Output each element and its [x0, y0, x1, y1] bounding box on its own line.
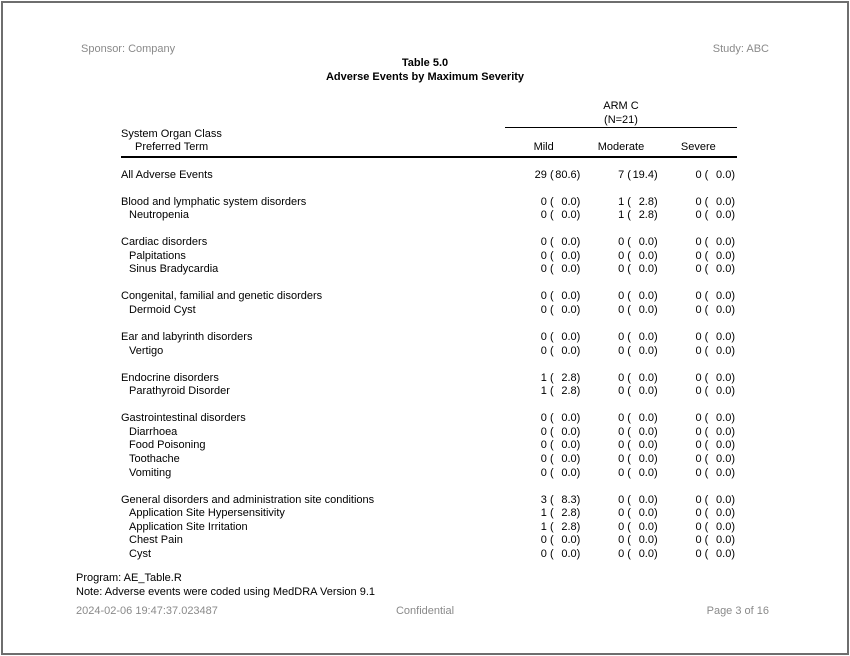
table-row [121, 467, 737, 481]
severity-count-cell: 0 ( 0.0) [540, 290, 581, 303]
page-header [81, 42, 769, 56]
row-group-spacer [121, 480, 737, 494]
stub-header [121, 100, 505, 155]
severity-column-headers [505, 141, 737, 155]
table-row [121, 494, 737, 508]
footnotes [76, 572, 375, 599]
table-row [121, 169, 737, 183]
severity-count-cell: 0 ( 0.0) [695, 344, 735, 357]
confidential-label: Confidential [395, 605, 455, 617]
table-row [121, 209, 737, 223]
table-row [121, 196, 737, 210]
severity-count-cell: 0 ( 0.0) [540, 425, 581, 438]
severity-count-cell: 0 ( 0.0) [618, 547, 658, 560]
row-group-spacer [121, 277, 737, 291]
severity-count-cell: 0 ( 0.0) [695, 236, 735, 249]
severity-count-cell: 0 ( 0.0) [695, 331, 735, 344]
row-group-spacer [121, 358, 737, 372]
severity-count-cell: 0 ( 0.0) [618, 290, 658, 303]
severity-count-cell: 0 ( 0.0) [540, 249, 581, 262]
severity-count-cell: 0 ( 0.0) [540, 236, 581, 249]
system-organ-class-label: Ear and labyrinth disorders [121, 331, 253, 344]
severity-count-cell: 0 ( 0.0) [618, 439, 658, 452]
preferred-term-label: Cyst [129, 547, 151, 560]
severity-count-cell: 0 ( 0.0) [695, 520, 735, 533]
severity-count-cell: 0 ( 0.0) [540, 466, 581, 479]
table-row [121, 263, 737, 277]
table-row [121, 385, 737, 399]
system-organ-class-label: Congenital, familial and genetic disorders [121, 290, 323, 303]
preferred-term-label: Food Poisoning [129, 439, 206, 452]
severity-count-cell: 0 ( 0.0) [540, 263, 581, 276]
severity-count-cell: 0 ( 0.0) [695, 263, 735, 276]
severity-count-cell: 0 ( 0.0) [618, 466, 658, 479]
row-group-spacer [121, 399, 737, 413]
system-organ-class-label: Endocrine disorders [121, 371, 219, 384]
severity-count-cell: 0 ( 0.0) [695, 168, 735, 181]
page-footer [3, 605, 847, 619]
severity-count-cell: 0 ( 0.0) [695, 303, 735, 316]
table-row [121, 290, 737, 304]
severity-column-header: Moderate [597, 141, 645, 153]
preferred-term-label: Palpitations [129, 249, 186, 262]
severity-count-cell: 0 ( 0.0) [618, 236, 658, 249]
header-bottom-rule [121, 156, 737, 158]
severity-count-cell: 0 ( 0.0) [695, 249, 735, 262]
preferred-term-label: Application Site Irritation [129, 520, 248, 533]
severity-count-cell: 0 ( 0.0) [540, 534, 581, 547]
stub-header-line1: System Organ Class [121, 127, 222, 140]
table-row [121, 412, 737, 426]
severity-count-cell: 0 ( 0.0) [695, 371, 735, 384]
table-row [121, 507, 737, 521]
severity-count-cell: 0 ( 0.0) [695, 507, 735, 520]
severity-count-cell: 0 ( 0.0) [618, 534, 658, 547]
table-row [121, 453, 737, 467]
severity-count-cell: 1 ( 2.8) [540, 371, 581, 384]
severity-count-cell: 3 ( 8.3) [540, 493, 581, 506]
severity-count-cell: 0 ( 0.0) [540, 331, 581, 344]
severity-count-cell: 1 ( 2.8) [618, 195, 658, 208]
table-row [121, 250, 737, 264]
system-organ-class-label: General disorders and administration site conditions [121, 493, 375, 506]
table-row [121, 372, 737, 386]
system-organ-class-label: All Adverse Events [121, 168, 213, 181]
severity-count-cell: 0 ( 0.0) [618, 425, 658, 438]
arm-n: (N=21) [604, 113, 638, 126]
severity-count-cell: 0 ( 0.0) [618, 507, 658, 520]
severity-count-cell: 0 ( 0.0) [695, 195, 735, 208]
row-group-spacer [121, 223, 737, 237]
system-organ-class-label: Gastrointestinal disorders [121, 412, 246, 425]
severity-count-cell: 0 ( 0.0) [540, 547, 581, 560]
table-titles [3, 57, 847, 85]
arm-name: ARM C [603, 100, 639, 112]
table-row [121, 534, 737, 548]
program-footnote: Program: AE_Table.R [76, 572, 182, 584]
severity-count-cell: 0 ( 0.0) [695, 425, 735, 438]
table-row [121, 548, 737, 562]
severity-count-cell: 0 ( 0.0) [618, 412, 658, 425]
severity-count-cell: 0 ( 0.0) [618, 331, 658, 344]
severity-column-header: Mild [533, 141, 554, 153]
table-header [121, 100, 737, 155]
severity-count-cell: 1 ( 2.8) [540, 507, 581, 520]
severity-count-cell: 0 ( 0.0) [540, 303, 581, 316]
severity-count-cell: 0 ( 0.0) [695, 412, 735, 425]
severity-count-cell: 0 ( 0.0) [695, 290, 735, 303]
system-organ-class-label: Blood and lymphatic system disorders [121, 195, 307, 208]
arm-underline-rule [505, 127, 737, 128]
preferred-term-label: Neutropenia [129, 209, 189, 222]
severity-count-cell: 1 ( 2.8) [540, 520, 581, 533]
table-row [121, 304, 737, 318]
severity-count-cell: 0 ( 0.0) [618, 493, 658, 506]
preferred-term-label: Diarrhoea [129, 425, 178, 438]
severity-count-cell: 0 ( 0.0) [618, 452, 658, 465]
arm-header-block [505, 100, 737, 155]
stub-header-line2: Preferred Term [135, 141, 209, 153]
severity-count-cell: 1 ( 2.8) [540, 385, 581, 398]
severity-count-cell: 0 ( 0.0) [695, 466, 735, 479]
meddra-footnote: Note: Adverse events were coded using MedDRA Version 9.1 [76, 585, 376, 598]
severity-count-cell: 0 ( 0.0) [618, 371, 658, 384]
table-row [121, 439, 737, 453]
severity-count-cell: 0 ( 0.0) [540, 412, 581, 425]
timestamp: 2024-02-06 19:47:37.023487 [76, 605, 218, 617]
severity-count-cell: 0 ( 0.0) [618, 344, 658, 357]
severity-count-cell: 0 ( 0.0) [540, 209, 581, 222]
severity-count-cell: 0 ( 0.0) [695, 439, 735, 452]
severity-count-cell: 0 ( 0.0) [695, 534, 735, 547]
severity-count-cell: 29 ( 80.6) [534, 168, 581, 181]
table-row [121, 345, 737, 359]
severity-count-cell: 7 ( 19.4) [618, 168, 658, 181]
preferred-term-label: Dermoid Cyst [129, 303, 196, 316]
severity-count-cell: 0 ( 0.0) [618, 520, 658, 533]
severity-count-cell: 0 ( 0.0) [540, 452, 581, 465]
row-group-spacer [121, 318, 737, 332]
severity-count-cell: 0 ( 0.0) [618, 249, 658, 262]
preferred-term-label: Sinus Bradycardia [129, 263, 219, 276]
table-row [121, 331, 737, 345]
table-row [121, 236, 737, 250]
table-name-title: Adverse Events by Maximum Severity [325, 70, 525, 83]
severity-count-cell: 0 ( 0.0) [695, 209, 735, 222]
table-row [121, 426, 737, 440]
severity-column-header: Severe [680, 141, 716, 153]
adverse-events-table [121, 100, 737, 561]
severity-count-cell: 1 ( 2.8) [618, 209, 658, 222]
row-group-spacer [121, 182, 737, 196]
preferred-term-label: Application Site Hypersensitivity [129, 507, 285, 520]
study-label: Study: ABC [712, 43, 769, 55]
preferred-term-label: Vertigo [129, 344, 164, 357]
table-number-title: Table 5.0 [401, 57, 449, 69]
severity-count-cell: 0 ( 0.0) [695, 452, 735, 465]
severity-count-cell: 0 ( 0.0) [695, 385, 735, 398]
severity-count-cell: 0 ( 0.0) [540, 195, 581, 208]
system-organ-class-label: Cardiac disorders [121, 236, 208, 249]
page-border [1, 1, 849, 655]
sponsor-label: Sponsor: Company [81, 43, 176, 55]
severity-count-cell: 0 ( 0.0) [618, 303, 658, 316]
preferred-term-label: Toothache [129, 452, 180, 465]
severity-count-cell: 0 ( 0.0) [540, 344, 581, 357]
preferred-term-label: Vomiting [129, 466, 172, 479]
table-row [121, 521, 737, 535]
page-number: Page 3 of 16 [706, 605, 769, 617]
severity-count-cell: 0 ( 0.0) [540, 439, 581, 452]
severity-count-cell: 0 ( 0.0) [618, 385, 658, 398]
preferred-term-label: Parathyroid Disorder [129, 385, 230, 398]
severity-count-cell: 0 ( 0.0) [695, 493, 735, 506]
severity-count-cell: 0 ( 0.0) [618, 263, 658, 276]
severity-count-cell: 0 ( 0.0) [695, 547, 735, 560]
preferred-term-label: Chest Pain [129, 534, 183, 547]
table-body [121, 169, 737, 562]
